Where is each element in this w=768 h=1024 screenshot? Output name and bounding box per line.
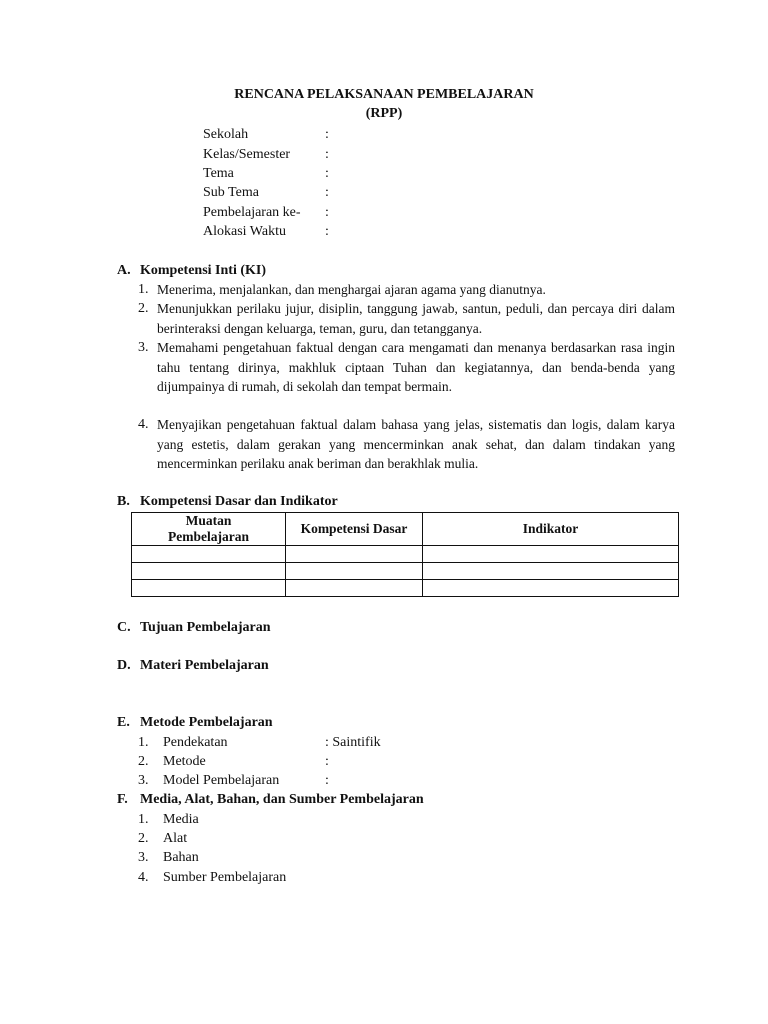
media-item-label: Alat	[163, 831, 188, 846]
table-cell	[286, 580, 423, 597]
media-item-number: 4.	[138, 870, 149, 885]
kompetensi-table	[131, 512, 679, 597]
identity-colon: :	[325, 147, 329, 162]
table-cell	[132, 563, 286, 580]
section-d-title: Materi Pembelajaran	[140, 658, 269, 673]
media-item-number: 2.	[138, 831, 149, 846]
metode-item-value: : Saintifik	[325, 735, 381, 750]
table-header-kompetensi: Kompetensi Dasar	[286, 513, 423, 546]
identity-colon: :	[325, 205, 329, 220]
section-a-letter: A.	[117, 263, 131, 278]
table-cell	[423, 580, 679, 597]
table-row	[132, 580, 679, 597]
section-b-title: Kompetensi Dasar dan Indikator	[140, 494, 338, 509]
section-f-letter: F.	[117, 792, 128, 807]
identity-label-sekolah: Sekolah	[203, 127, 249, 142]
table-row	[132, 563, 679, 580]
ki-item-text: Menerima, menjalankan, dan menghargai ajaran agama yang dianutnya.	[157, 282, 546, 297]
ki-item-text: Menunjukkan perilaku jujur, disiplin, tanggung jawab, santun, peduli, dan percaya diri dalam berinteraksi dengan keluarga, teman, guru, dan tetangganya.	[157, 301, 675, 336]
document-subtitle: (RPP)	[365, 106, 403, 121]
ki-item-text: Menyajikan pengetahuan faktual dalam bahasa yang jelas, sistematis dan logis, dalam karya yang estetis, dalam gerakan yang mencerminkan anak sehat, dan dalam tindakan yang mencerminkan perilaku anak beriman dan berakhlak mulia.	[157, 417, 675, 471]
media-item-label: Media	[163, 812, 199, 827]
ki-item-text: Memahami pengetahuan faktual dengan cara mengamati dan menanya berdasarkan rasa ingin tahu tentang dirinya, makhluk ciptaan Tuhan dan kegiatannya, dan benda-benda yang dijumpainya di rumah, di sekolah dan tempat bermain.	[157, 340, 675, 394]
media-item-number: 1.	[138, 812, 149, 827]
metode-item-number: 2.	[138, 754, 149, 769]
metode-item-label: Model Pembelajaran	[163, 773, 280, 788]
section-a-title: Kompetensi Inti (KI)	[140, 263, 266, 278]
ki-item-number: 4.	[138, 417, 149, 432]
section-e-letter: E.	[117, 715, 130, 730]
metode-item-number: 3.	[138, 773, 149, 788]
identity-label-alokasi: Alokasi Waktu	[203, 224, 286, 239]
media-item-label: Sumber Pembelajaran	[163, 870, 287, 885]
table-cell	[423, 546, 679, 563]
table-header-muatan: Muatan Pembelajaran	[132, 513, 286, 546]
media-item-number: 3.	[138, 850, 149, 865]
table-cell	[286, 546, 423, 563]
metode-item-number: 1.	[138, 735, 149, 750]
identity-colon: :	[325, 166, 329, 181]
metode-item-label: Pendekatan	[163, 735, 228, 750]
table-cell	[132, 546, 286, 563]
table-header-row	[132, 513, 679, 546]
section-d-letter: D.	[117, 658, 131, 673]
table-cell	[286, 563, 423, 580]
table-header-indikator: Indikator	[423, 513, 679, 546]
identity-label-kelas: Kelas/Semester	[203, 147, 291, 162]
section-b-letter: B.	[117, 494, 130, 509]
identity-label-pembelajaran: Pembelajaran ke-	[203, 205, 301, 220]
media-item-label: Bahan	[163, 850, 199, 865]
section-f-title: Media, Alat, Bahan, dan Sumber Pembelajaran	[140, 792, 424, 807]
section-c-letter: C.	[117, 620, 131, 635]
identity-colon: :	[325, 224, 329, 239]
table-row	[132, 546, 679, 563]
identity-label-tema: Tema	[203, 166, 234, 181]
metode-item-label: Metode	[163, 754, 206, 769]
table-cell	[423, 563, 679, 580]
document-title: RENCANA PELAKSANAAN PEMBELAJARAN	[234, 87, 534, 102]
metode-item-value: :	[325, 754, 329, 769]
section-e-title: Metode Pembelajaran	[140, 715, 273, 730]
identity-colon: :	[325, 127, 329, 142]
identity-colon: :	[325, 185, 329, 200]
ki-item-number: 2.	[138, 301, 149, 316]
section-c-title: Tujuan Pembelajaran	[140, 620, 271, 635]
ki-item-number: 1.	[138, 282, 149, 297]
identity-label-subtema: Sub Tema	[203, 185, 259, 200]
ki-item-number: 3.	[138, 340, 149, 355]
table-cell	[132, 580, 286, 597]
metode-item-value: :	[325, 773, 329, 788]
